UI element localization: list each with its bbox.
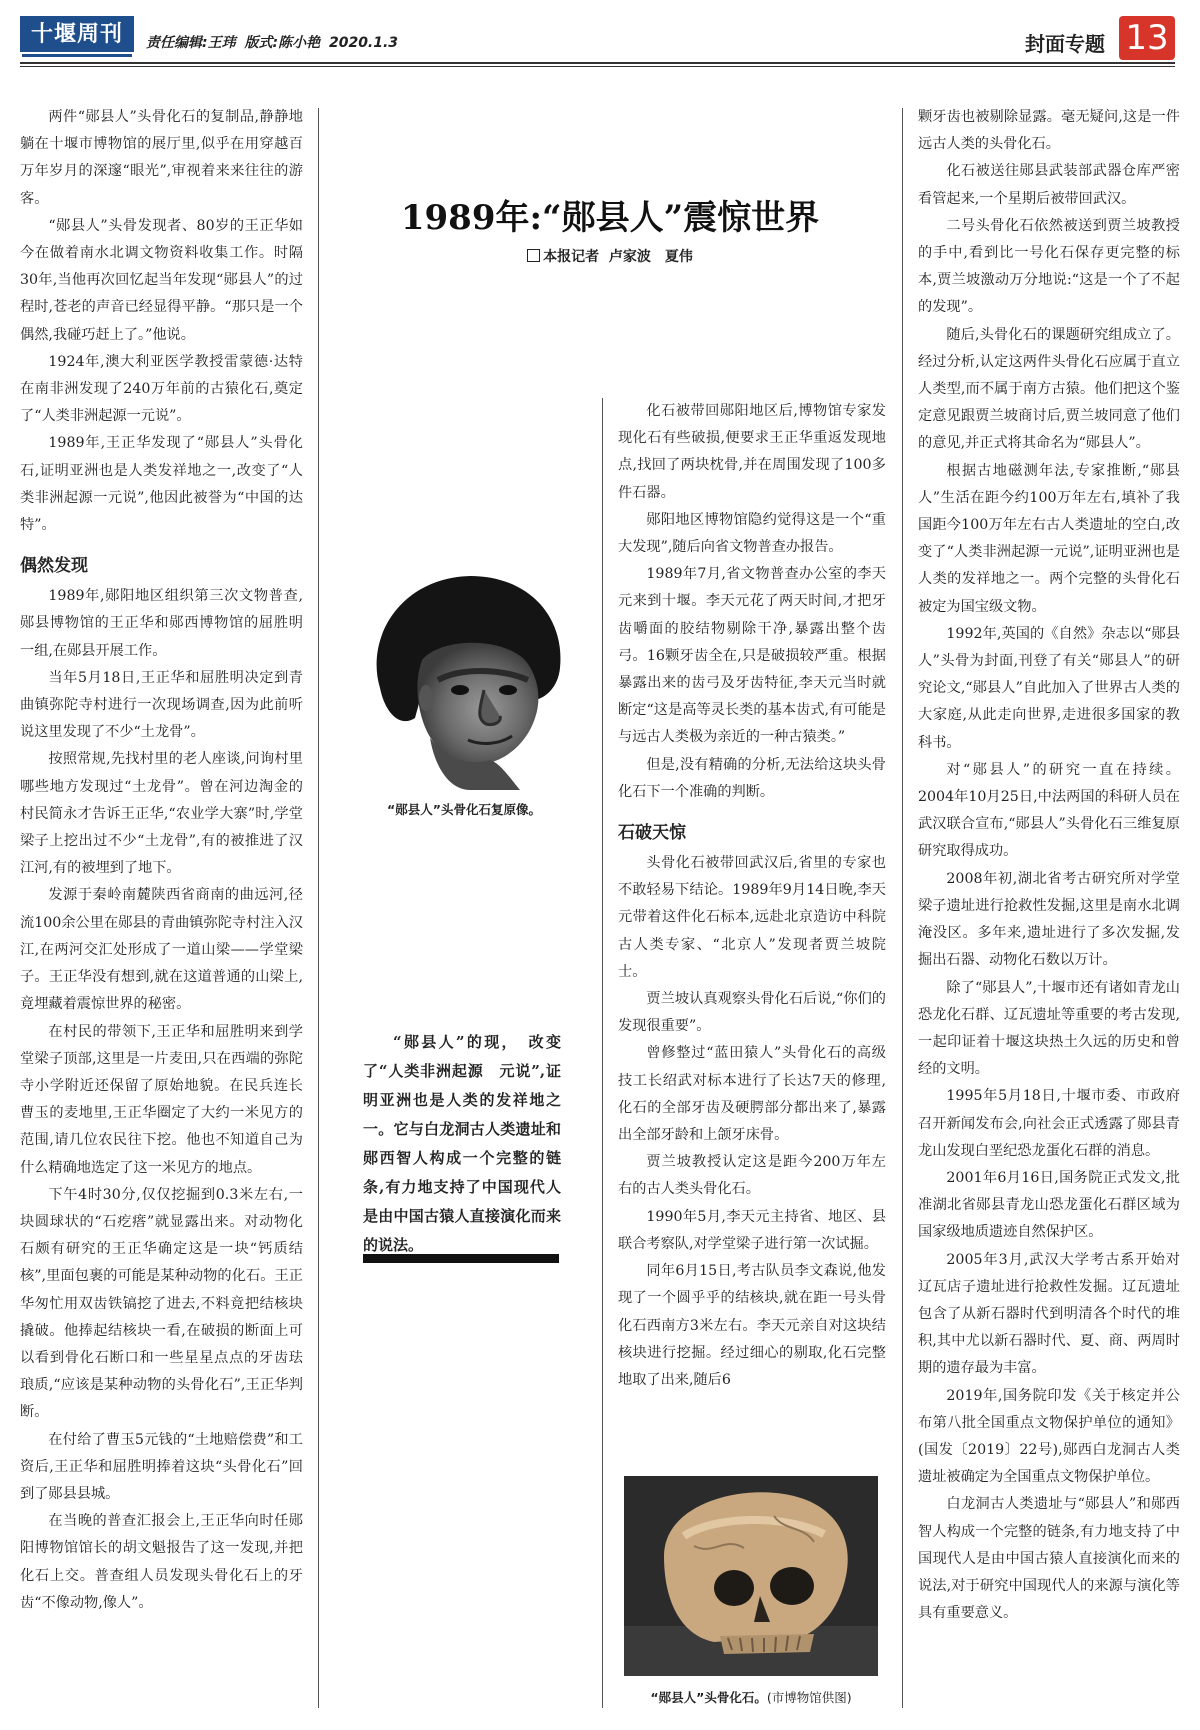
paragraph: 2005年3月,武汉大学考古系开始对辽瓦店子遗址进行抢救性发掘。辽瓦遗址包含了从新石器时代到明清各个时代的堆积,其中尤以新石器时代、夏、商、两周时期的遗存最为丰富。 <box>918 1251 1180 1377</box>
paragraph: 2001年6月16日,国务院正式发文,批准湖北省郧县青龙山恐龙蛋化石群区域为国家级地质遗迹自然保护区。 <box>918 1169 1180 1241</box>
logo-underline <box>22 54 132 57</box>
header-rule <box>20 62 1175 64</box>
paragraph: 两件“郧县人”头骨化石的复制品,静静地躺在十堰市博物馆的展厅里,似乎在用穿越百万年岁月的深邃“眼光”,审视着来来往往的游客。 <box>20 109 303 207</box>
paragraph: 1989年,王正华发现了“郧县人”头骨化石,证明亚洲也是人类发祥地之一,改变了“人类非洲起源一元说”,他因此被誉为“中国的达特”。 <box>20 435 303 534</box>
layout-credit: 版式:陈小艳 <box>244 35 321 51</box>
paragraph: 发源于秦岭南麓陕西省商南的曲远河,径流100余公里在郧县的青曲镇弥陀寺村注入汉江,在两河交汇处形成了一道山梁——学堂梁子。王正华没有想到,就在这道普通的山梁上,竟埋藏着震惊世界的秘密。 <box>20 887 303 1013</box>
page-number: 13 <box>1119 16 1175 60</box>
reconstruction-caption: “郧县人”头骨化石复原像。 <box>387 802 541 817</box>
paragraph: 化石被送往郧县武装部武器仓库严密看管起来,一个星期后被带回武汉。 <box>918 163 1180 207</box>
skull-photo <box>624 1476 878 1676</box>
paragraph: 根据古地磁测年法,专家推断,“郧县人”生活在距今约100万年左右,填补了我国距今100万年左右古人类遗址的空白,改变了“人类非洲起源一元说”,证明亚洲也是人类的发祥地之一。两个完整的头骨化石被定为国宝级文物。 <box>918 462 1180 615</box>
paragraph: 贾兰坡认真观察头骨化石后说,“你们的发现很重要”。 <box>618 991 886 1035</box>
paragraph: 同年6月15日,考古队员李文森说,他发现了一个圆乎乎的结核块,就在距一号头骨化石西南方3米左右。李天元亲自对这块结核块进行挖掘。经过细心的剔取,化石完整地取了出来,随后6 <box>618 1263 886 1388</box>
byline <box>330 246 890 266</box>
paragraph: 下午4时30分,仅仅挖掘到0.3米左右,一块圆球状的“石疙瘩”就显露出来。对动物化石颇有研究的王正华确定这是一块“钙质结核”,里面包裹的可能是某种动物的化石。王正华匆忙用双齿铁镐挖了进去,不料竟把结核块撬破。他捧起结核块一看,在破损的断面上可以看到骨化石断口和一些星星点点的牙齿珐琅质,“应该是某种动物的头骨化石”,王正华判断。 <box>20 1186 303 1421</box>
subheading: 石破天惊 <box>618 823 686 844</box>
paragraph: 在当晚的普查汇报会上,王正华向时任郧阳博物馆馆长的胡文魁报告了这一发现,并把化石上交。普查组人员发现头骨化石上的牙齿“不像动物,像人”。 <box>20 1513 303 1611</box>
paragraph: 贾兰坡教授认定这是距今200万年左右的古人类头骨化石。 <box>618 1154 886 1198</box>
byline-label: 本报记者 <box>543 249 600 265</box>
reconstruction-image <box>360 568 568 790</box>
section-title: 封面专题 <box>1025 32 1105 56</box>
paragraph: 但是,没有精确的分析,无法给这块头骨化石下一个准确的判断。 <box>618 756 886 800</box>
subheading: 偶然发现 <box>20 556 88 577</box>
article-column-4 <box>918 104 1180 1627</box>
paragraph: 1924年,澳大利亚医学教授雷蒙德·达特在南非洲发现了240万年前的古猿化石,奠定了“人类非洲起源一元说”。 <box>20 353 303 425</box>
paragraph: 1990年5月,李天元主持省、地区、县联合考察队,对学堂梁子进行第一次试掘。 <box>618 1208 886 1252</box>
paragraph: 头骨化石被带回武汉后,省里的专家也不敢轻易下结论。1989年9月14日晚,李天元带着这件化石标本,远赴北京造访中科院古人类专家、“北京人”发现者贾兰坡院士。 <box>618 855 886 980</box>
paragraph: 按照常规,先找村里的老人座谈,问询村里哪些地方发现过“土龙骨”。曾在河边淘金的村民简永才告诉王正华,“农业学大寨”时,学堂梁子上挖出过不少“土龙骨”,有的被推进了汉江河,有的被埋到了地下。 <box>20 751 303 877</box>
column-divider <box>602 398 603 1708</box>
column-divider <box>318 108 319 1708</box>
paragraph: 2008年初,湖北省考古研究所对学堂梁子遗址进行抢救性发掘,这里是南水北调淹没区。多年来,遗址进行了多次发掘,发掘出石器、动物化石数以万计。 <box>918 870 1180 969</box>
header-rule-thin <box>20 66 1175 67</box>
masthead <box>20 16 1175 60</box>
photo-caption <box>620 1688 882 1706</box>
paragraph: 对“郧县人”的研究一直在持续。2004年10月25日,中法两国的科研人员在武汉联合宣布,“郧县人”头骨化石三维复原研究取得成功。 <box>918 761 1180 860</box>
paragraph: 郧阳地区博物馆隐约觉得这是一个“重大发现”,随后向省文物普查办报告。 <box>618 511 886 556</box>
paragraph: 颗牙齿也被剔除显露。毫无疑问,这是一件远古人类的头骨化石。 <box>918 109 1180 153</box>
pull-quote-bar <box>363 1254 559 1263</box>
photo-caption-main: “郧县人”头骨化石。 <box>650 1690 767 1705</box>
paragraph: 1989年7月,省文物普查办公室的李天元来到十堰。李天元花了两天时间,才把牙齿嚼面的胶结物剔除干净,暴露出整个齿弓。16颗牙齿全在,只是破损较严重。根据暴露出来的齿弓及牙齿特征,李天元当时就断定“这是高等灵长类的基本齿式,有可能是与远古人类极为亲近的一种古猿类。” <box>618 566 886 746</box>
paragraph: 1992年,英国的《自然》杂志以“郧县人”头骨为封面,刊登了有关“郧县人”的研究论文,“郧县人”自此加入了世界古人类的大家庭,从此走向世界,走进很多国家的教科书。 <box>918 625 1180 751</box>
paragraph: 曾修整过“蓝田猿人”头骨化石的高级技工长绍武对标本进行了长达7天的修理,化石的全部牙齿及硬腭部分都出来了,暴露出全部牙龄和上颌牙床骨。 <box>618 1045 886 1144</box>
hominid-face-icon <box>360 568 568 790</box>
paragraph: 1989年,郧阳地区组织第三次文物普查,郧县博物馆的王正华和郧西博物馆的屈胜明一组,在郧县开展工作。 <box>20 588 303 659</box>
editor-meta <box>146 32 402 52</box>
issue-date: 2020.1.3 <box>328 35 399 51</box>
newspaper-logo: 十堰周刊 <box>20 16 134 52</box>
paragraph: “郧县人”头骨发现者、80岁的王正华如今在做着南水北调文物资料收集工作。时隔30年,当他再次回忆起当年发现“郧县人”的过程时,苍老的声音已经显得平静。“那只是一个偶然,我碰巧赶上了。”他说。 <box>20 217 303 343</box>
pull-quote: “郧县人”的现， 改变了“人类非洲起源 元说”,证明亚洲也是人类的发祥地之一。它与白龙洞古人类遗址和郧西智人构成一个完整的链条,有力地支持了中国现代人是由中国古猿人直接演化而来的说法。 <box>363 1033 561 1254</box>
photo-credit: (市博物馆供图) <box>766 1690 852 1705</box>
paragraph: 白龙洞古人类遗址与“郧县人”和郧西智人构成一个完整的链条,有力地支持了中国现代人是由中国古猿人直接演化而来的说法,对于研究中国现代人的来源与演化等具有重要意义。 <box>918 1496 1180 1622</box>
paragraph: 二号头骨化石依然被送到贾兰坡教授的手中,看到比一号化石保存更完整的标本,贾兰坡激动万分地说:“这是一个了不起的发现”。 <box>918 217 1180 316</box>
paragraph: 除了“郧县人”,十堰市还有诸如青龙山恐龙化石群、辽瓦遗址等重要的考古发现,一起印证着十堰这块热土久远的历史和曾经的文明。 <box>918 979 1180 1078</box>
paragraph: 1995年5月18日,十堰市委、市政府召开新闻发布会,向社会正式透露了郧县青龙山发现白垩纪恐龙蛋化石群的消息。 <box>918 1088 1180 1159</box>
paragraph: 化石被带回郧阳地区后,博物馆专家发现化石有些破损,便要求王正华重返发现地点,找回了两块枕骨,并在周围发现了100多件石器。 <box>618 403 886 501</box>
editor-credit: 责任编辑:王玮 <box>146 35 236 51</box>
paragraph: 在村民的带领下,王正华和屈胜明来到学堂梁子顶部,这里是一片麦田,只在西端的弥陀寺小学附近还保留了原始地貌。在民兵连长曹玉的麦地里,王正华圈定了大约一米见方的范围,请几位农民往下挖。他也不知道自己为什么精确地选定了这一米见方的地点。 <box>20 1023 303 1176</box>
article-column-1 <box>20 104 303 1617</box>
skull-fossil-icon <box>624 1476 878 1676</box>
column-divider <box>902 108 903 1708</box>
byline-authors: 卢家波 夏伟 <box>608 249 693 265</box>
paragraph: 随后,头骨化石的课题研究组成立了。经过分析,认定这两件头骨化石应属于直立人类型,而不属于南方古猿。他们把这个鉴定意见跟贾兰坡商讨后,贾兰坡同意了他们的意见,并正式将其命名为“郧县人”。 <box>918 326 1180 452</box>
paragraph: 当年5月18日,王正华和屈胜明决定到青曲镇弥陀寺村进行一次现场调查,因为此前听说这里发现了不少“土龙骨”。 <box>20 669 303 741</box>
paragraph: 在付给了曹玉5元钱的“土地赔偿费”和工资后,王正华和屈胜明捧着这块“头骨化石”回到了郧县县城。 <box>20 1431 303 1502</box>
article-title: 1989年:“郧县人”震惊世界 <box>400 198 820 238</box>
square-bullet-icon <box>527 249 540 262</box>
paragraph: 2019年,国务院印发《关于核定并公布第八批全国重点文物保护单位的通知》(国发〔2019〕22号),郧西白龙洞古人类遗址被确定为全国重点文物保护单位。 <box>918 1387 1180 1486</box>
article-column-3 <box>618 398 886 1394</box>
